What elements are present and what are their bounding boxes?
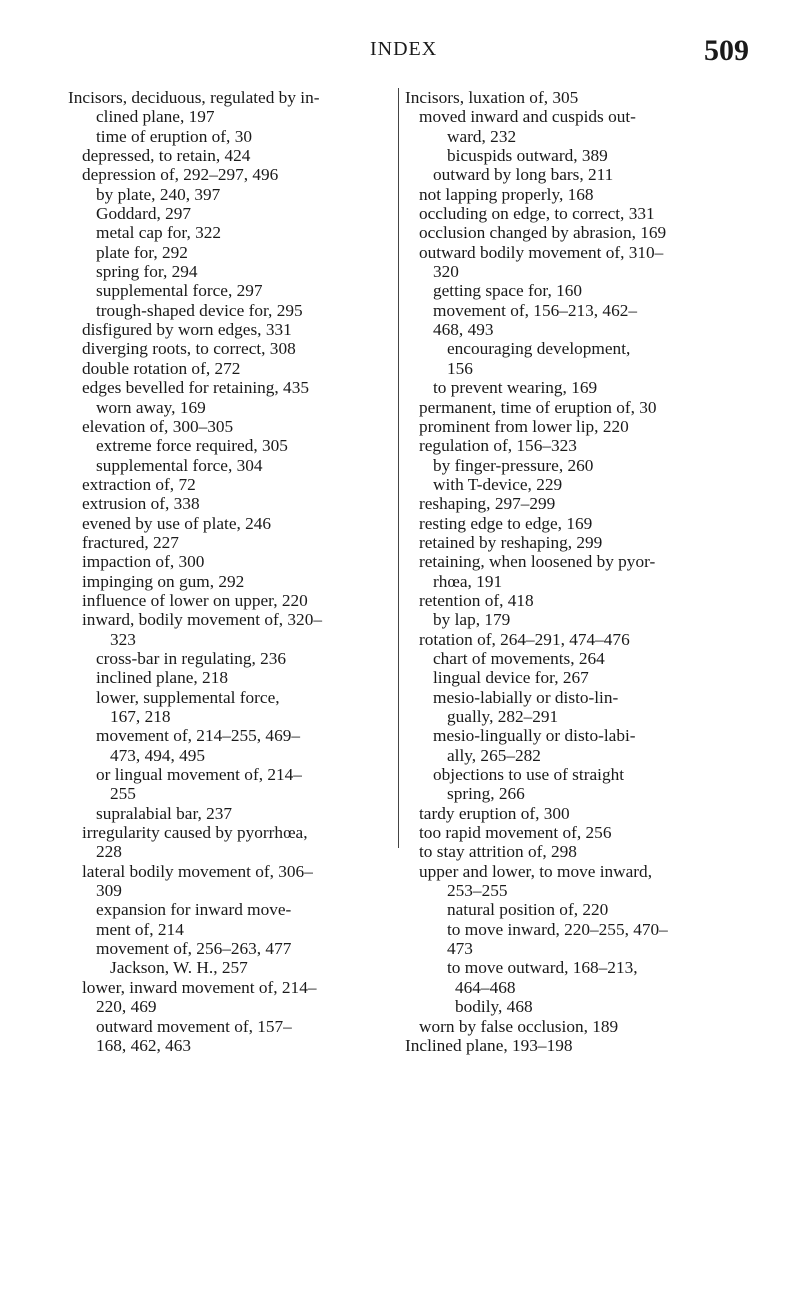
index-entry: movement of, 256–263, 477 bbox=[96, 939, 292, 959]
index-entry: 468, 493 bbox=[433, 320, 494, 340]
index-entry: reshaping, 297–299 bbox=[419, 494, 556, 514]
index-entry: resting edge to edge, 169 bbox=[419, 513, 593, 533]
index-entry: chart of movements, 264 bbox=[433, 648, 605, 668]
index-entry: rhœa, 191 bbox=[433, 571, 503, 591]
index-entry: influence of lower on upper, 220 bbox=[82, 590, 308, 610]
index-entry: extrusion of, 338 bbox=[82, 494, 200, 514]
index-entry: occlusion changed by abrasion, 169 bbox=[419, 223, 667, 243]
index-entry: or lingual movement of, 214– bbox=[96, 765, 302, 785]
index-entry: 473, 494, 495 bbox=[110, 745, 206, 765]
index-entry: Incisors, deciduous, regulated by in- bbox=[68, 88, 320, 107]
index-entry: moved inward and cuspids out- bbox=[419, 107, 636, 127]
index-entry: 323 bbox=[110, 629, 136, 649]
index-entry: 464–468 bbox=[455, 977, 516, 997]
index-entry: 255 bbox=[110, 784, 136, 804]
index-entry: spring, 266 bbox=[447, 784, 525, 804]
index-entry: retention of, 418 bbox=[419, 590, 534, 610]
index-entry: lingual device for, 267 bbox=[433, 668, 589, 688]
index-entry: mesio-lingually or disto-labi- bbox=[433, 726, 636, 746]
index-entry: Inclined plane, 193–198 bbox=[405, 1035, 573, 1055]
index-entry: impaction of, 300 bbox=[82, 552, 205, 572]
index-entry: evened by use of plate, 246 bbox=[82, 513, 272, 533]
index-entry: lower, inward movement of, 214– bbox=[82, 977, 317, 997]
index-entry: to move inward, 220–255, 470– bbox=[447, 919, 668, 939]
index-entry: worn away, 169 bbox=[96, 397, 206, 417]
index-entry: supplemental force, 297 bbox=[96, 281, 263, 301]
index-entry: impinging on gum, 292 bbox=[82, 571, 245, 591]
index-entry: plate for, 292 bbox=[96, 242, 188, 262]
index-entry: expansion for inward move- bbox=[96, 900, 292, 920]
index-entry: outward by long bars, 211 bbox=[433, 165, 614, 185]
column-divider bbox=[398, 88, 399, 848]
index-entry: too rapid movement of, 256 bbox=[419, 823, 612, 843]
index-entry: ward, 232 bbox=[447, 126, 517, 146]
index-entry: ment of, 214 bbox=[96, 919, 184, 939]
index-entry: metal cap for, 322 bbox=[96, 223, 222, 243]
index-entry: inward, bodily movement of, 320– bbox=[82, 610, 322, 630]
index-entry: regulation of, 156–323 bbox=[419, 436, 577, 456]
running-head: INDEX bbox=[370, 38, 438, 60]
index-entry: irregularity caused by pyorrhœa, bbox=[82, 823, 308, 843]
index-entry: 253–255 bbox=[447, 881, 508, 901]
index-entry: supralabial bar, 237 bbox=[96, 803, 233, 823]
index-entry: outward movement of, 157– bbox=[96, 1016, 292, 1036]
index-entry: clined plane, 197 bbox=[96, 107, 215, 127]
index-entry: 228 bbox=[96, 842, 122, 862]
left-column bbox=[68, 88, 396, 1055]
index-entry: upper and lower, to move inward, bbox=[419, 861, 653, 881]
index-entry: to stay attrition of, 298 bbox=[419, 842, 577, 862]
index-entry: mesio-labially or disto-lin- bbox=[433, 687, 619, 707]
index-entry: outward bodily movement of, 310– bbox=[419, 242, 664, 262]
index-entry: with T-device, 229 bbox=[433, 474, 563, 494]
index-entry: bodily, 468 bbox=[455, 997, 533, 1017]
index-entry: 156 bbox=[447, 358, 473, 378]
index-entry: double rotation of, 272 bbox=[82, 358, 241, 378]
index-entry: natural position of, 220 bbox=[447, 900, 609, 920]
index-entry: bicuspids outward, 389 bbox=[447, 146, 608, 166]
right-column bbox=[405, 88, 737, 1055]
index-entry: not lapping properly, 168 bbox=[419, 184, 594, 204]
index-entry: Goddard, 297 bbox=[96, 204, 192, 224]
index-entry: trough-shaped device for, 295 bbox=[96, 300, 303, 320]
index-entry: movement of, 156–213, 462– bbox=[433, 300, 637, 320]
index-entry: 168, 462, 463 bbox=[96, 1035, 192, 1055]
index-entry: spring for, 294 bbox=[96, 262, 198, 282]
index-entry: getting space for, 160 bbox=[433, 281, 583, 301]
index-entry: cross-bar in regulating, 236 bbox=[96, 648, 287, 668]
index-entry: to prevent wearing, 169 bbox=[433, 378, 598, 398]
index-entry: objections to use of straight bbox=[433, 765, 625, 785]
index-entry: extreme force required, 305 bbox=[96, 436, 288, 456]
index-entry: lower, supplemental force, bbox=[96, 687, 280, 707]
index-entry: diverging roots, to correct, 308 bbox=[82, 339, 296, 359]
index-entry: retained by reshaping, 299 bbox=[419, 532, 603, 552]
index-entry: 167, 218 bbox=[110, 707, 171, 726]
index-entry: encouraging development, bbox=[447, 339, 631, 359]
index-entry: by finger-pressure, 260 bbox=[433, 455, 594, 475]
index-entry: ally, 265–282 bbox=[447, 745, 541, 765]
index-entry: to move outward, 168–213, bbox=[447, 958, 638, 978]
index-entry: inclined plane, 218 bbox=[96, 668, 228, 688]
index-entry: disfigured by worn edges, 331 bbox=[82, 320, 292, 340]
index-entry: elevation of, 300–305 bbox=[82, 416, 234, 436]
index-entry: 320 bbox=[433, 262, 459, 282]
index-entry: Jackson, W. H., 257 bbox=[110, 958, 248, 978]
index-entry: fractured, 227 bbox=[82, 532, 179, 552]
index-entry: occluding on edge, to correct, 331 bbox=[419, 204, 655, 224]
page-number: 509 bbox=[704, 34, 749, 67]
index-entry: by plate, 240, 397 bbox=[96, 184, 221, 204]
index-entry: depression of, 292–297, 496 bbox=[82, 165, 279, 185]
index-entry: permanent, time of eruption of, 30 bbox=[419, 397, 657, 417]
index-entry: extraction of, 72 bbox=[82, 474, 196, 494]
index-entry: time of eruption of, 30 bbox=[96, 126, 252, 146]
index-entry: edges bevelled for retaining, 435 bbox=[82, 378, 309, 398]
index-entry: movement of, 214–255, 469– bbox=[96, 726, 300, 746]
index-entry: 473 bbox=[447, 939, 473, 959]
index-entry: gually, 282–291 bbox=[447, 707, 559, 726]
index-entry: prominent from lower lip, 220 bbox=[419, 416, 629, 436]
index-entry: 309 bbox=[96, 881, 122, 901]
index-entry: by lap, 179 bbox=[433, 610, 511, 630]
index-entry: depressed, to retain, 424 bbox=[82, 146, 251, 166]
index-entry: retaining, when loosened by pyor- bbox=[419, 552, 656, 572]
index-entry: tardy eruption of, 300 bbox=[419, 803, 570, 823]
index-entry: rotation of, 264–291, 474–476 bbox=[419, 629, 630, 649]
index-entry: worn by false occlusion, 189 bbox=[419, 1016, 619, 1036]
index-entry: Incisors, luxation of, 305 bbox=[405, 88, 579, 107]
index-entry: 220, 469 bbox=[96, 997, 157, 1017]
page-header bbox=[0, 34, 800, 74]
index-entry: lateral bodily movement of, 306– bbox=[82, 861, 313, 881]
index-entry: supplemental force, 304 bbox=[96, 455, 263, 475]
